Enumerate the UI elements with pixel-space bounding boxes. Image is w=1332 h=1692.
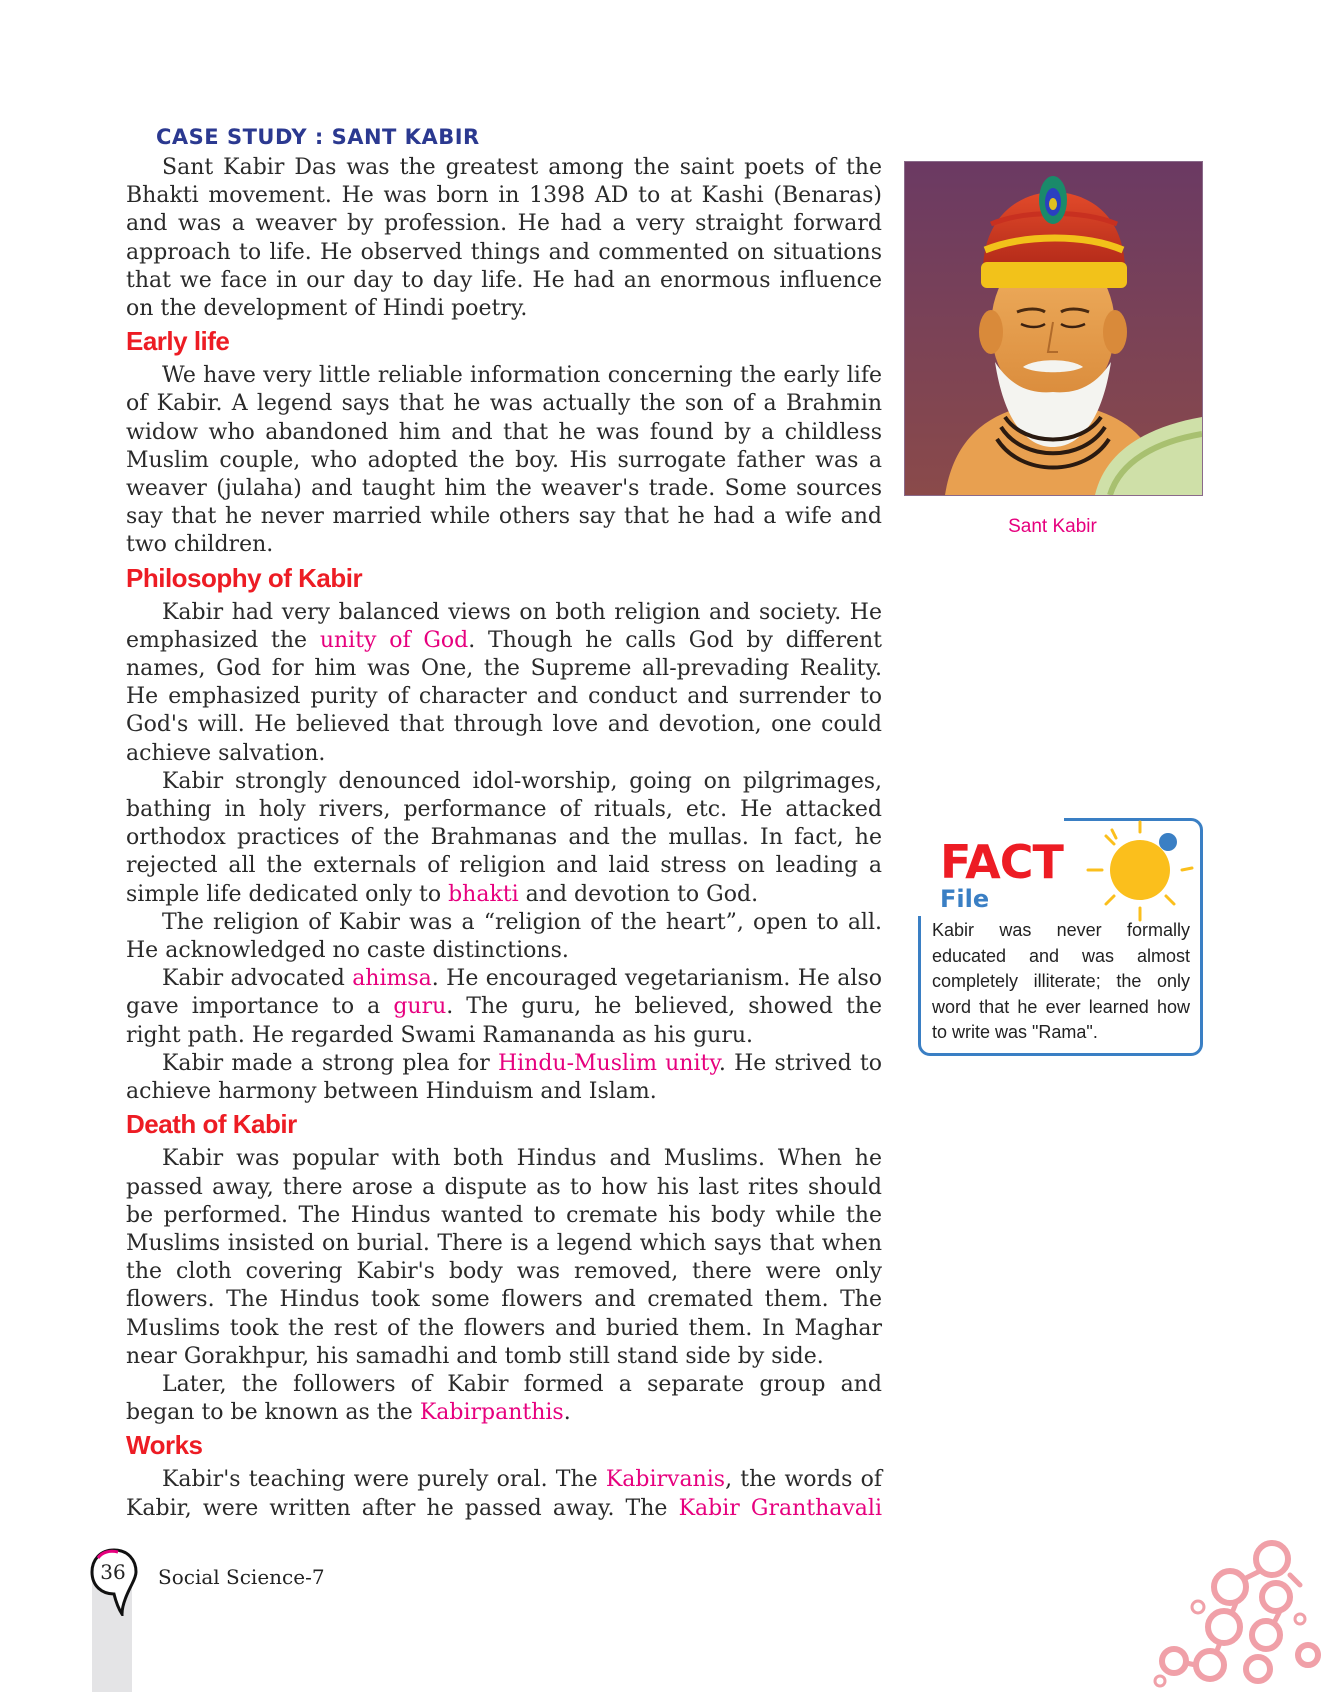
works-paragraph: Kabir's teaching were purely oral. The Kabirvanis, the words of Kabir, were written after he passed away. The Kabir Granthavali: [126, 1467, 883, 1521]
highlight-unity-of-god: unity of God: [319, 627, 469, 653]
case-study-title: CASE STUDY : SANT KABIR: [156, 125, 480, 149]
highlight-bhakti: bhakti: [448, 881, 519, 907]
highlight-hindu-muslim-unity: Hindu-Muslim unity: [497, 1050, 719, 1076]
highlight-kabirvanis: Kabirvanis: [605, 1467, 726, 1493]
fact-title: FACT: [940, 835, 1063, 889]
main-text-column: [126, 124, 882, 1523]
works-heading: Works: [126, 1430, 203, 1461]
philosophy-heading: Philosophy of Kabir: [126, 562, 363, 593]
book-title: Social Science-7: [158, 1565, 325, 1589]
decorative-circles: [1140, 1535, 1332, 1692]
fact-text: Kabir was never formally educated and was almost completely illiterate; the only word that he ever learned how to write was "Rama".: [932, 920, 1190, 1042]
death-paragraph-1: Kabir was popular with both Hindus and Muslims. When he passed away, there arose a dispute as to how his last rites should be performed. The Hindus wanted to cremate his body while the Muslims insisted on burial. There is a legend which says that when the cloth covering Kabir's body was removed, there were only flowers. The Hindus took some flowers and cremated them. The Muslims took the rest of the flowers and buried them. In Maghar near Gorakhpur, his samadhi and tomb still stand side by side.: [126, 1146, 882, 1369]
philosophy-paragraph-3: The religion of Kabir was a “religion of the heart”, open to all. He acknowledged no caste distinctions.: [126, 909, 882, 964]
highlight-kabirpanthis: Kabirpanthis: [419, 1400, 564, 1426]
philosophy-paragraph-5: Kabir made a strong plea for Hindu-Muslim unity. He strived to achieve harmony between Hinduism and Islam.: [126, 1050, 882, 1105]
philosophy-paragraph-1: Kabir had very balanced views on both religion and society. He emphasized the unity of God. Though he calls God by different names, God for him was One, the Supreme all-prevading Reality. He emphasized purity of character and conduct and surrender to God's will. He believed that through love and devotion, one could achieve salvation.: [126, 599, 882, 766]
highlight-kabir-granthavali: Kabir Granthavali: [678, 1495, 882, 1521]
fact-subtitle: File: [940, 885, 990, 913]
early-life-paragraph: We have very little reliable information concerning the early life of Kabir. A legend says that he was actually the son of a Brahmin widow who abandoned him and that he was found by a childless Muslim couple, who adopted the boy. His surrogate father was a weaver (julaha) and taught him the weaver's trade. Some sources say that he never married while others say that he had a wife and two children.: [126, 363, 882, 558]
fact-file-box: [918, 818, 1201, 1054]
early-life-heading: Early life: [126, 326, 230, 357]
kabir-portrait-image: [904, 161, 1203, 496]
philosophy-paragraph-4: Kabir advocated ahimsa. He encouraged vegetarianism. He also gave importance to a guru. The guru, he believed, showed the right path. He regarded Swami Ramananda as his guru.: [126, 966, 882, 1048]
portrait-caption: Sant Kabir: [1008, 516, 1097, 537]
sun-icon: [1074, 808, 1198, 932]
intro-paragraph: Sant Kabir Das was the greatest among the saint poets of the Bhakti movement. He was born in 1398 AD to at Kashi (Benaras) and was a weaver by profession. He had a very straight forward approach to life. He observed things and commented on situations that we face in our day to day life. He had an enormous influence on the development of Hindi poetry.: [126, 155, 882, 322]
highlight-guru: guru: [393, 994, 447, 1020]
death-heading: Death of Kabir: [126, 1109, 297, 1140]
death-paragraph-2: Later, the followers of Kabir formed a separate group and began to be known as the Kabirpanthis.: [126, 1371, 882, 1426]
page-number: 36: [100, 1560, 126, 1584]
philosophy-paragraph-2: Kabir strongly denounced idol-worship, going on pilgrimages, bathing in holy rivers, performance of rituals, etc. He attacked orthodox practices of the Brahmanas and the mullas. In fact, he rejected all the externals of religion and laid stress on leading a simple life dedicated only to bhakti and devotion to God.: [126, 768, 882, 907]
highlight-ahimsa: ahimsa: [352, 966, 432, 992]
